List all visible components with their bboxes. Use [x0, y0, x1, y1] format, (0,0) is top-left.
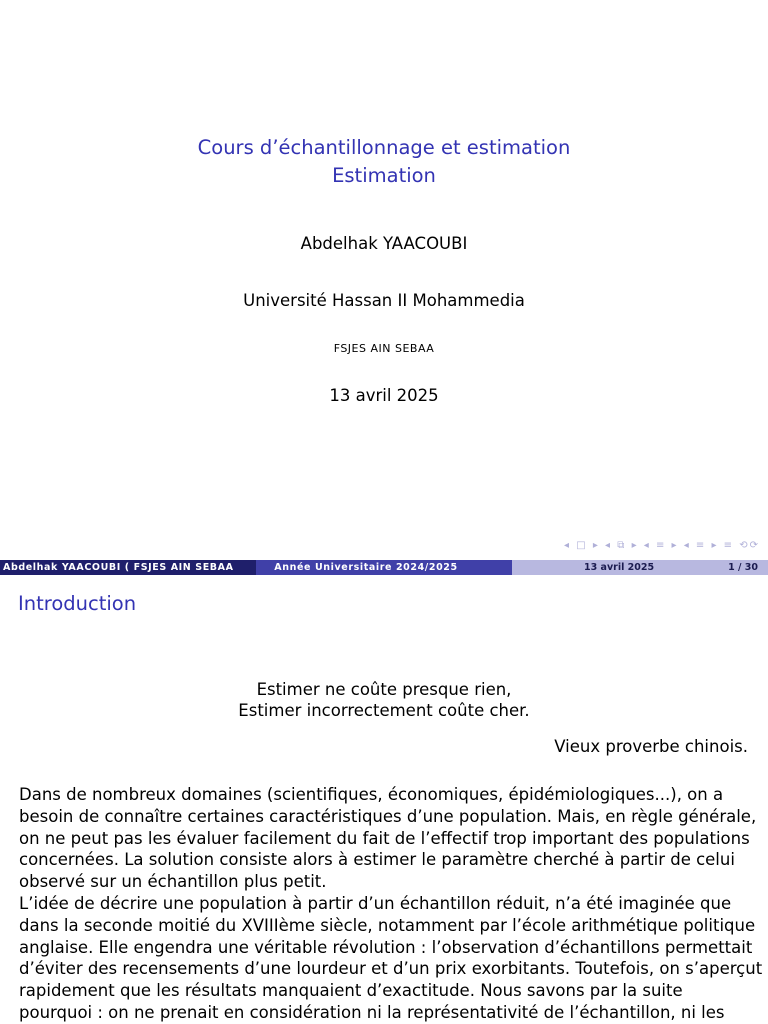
slide-subtitle: Estimation [332, 164, 436, 187]
presentation-date: 13 avril 2025 [329, 386, 439, 405]
quote-attribution: Vieux proverbe chinois. [554, 737, 748, 756]
institution-short: FSJES AIN SEBAA [333, 342, 435, 355]
proverb-quote [0, 679, 768, 721]
body-line: pourquoi : on ne prenait en considération ni la représentativité de l’échantillon, ni les [19, 1002, 725, 1022]
body-line: anglaise. Elle engendra une véritable révolution : l’observation d’échantillons permettait [19, 937, 753, 957]
frame-title: Introduction [18, 592, 137, 615]
author-name: Abdelhak YAACOUBI [300, 234, 468, 253]
quote-line: Estimer ne coûte presque rien, [256, 680, 512, 699]
slide-title: Cours d’échantillonnage et estimation [197, 136, 571, 159]
footer-author: Abdelhak YAACOUBI ( FSJES AIN SEBAA [0, 560, 256, 575]
title-block [0, 134, 768, 190]
body-line: rapidement que les résultats manquaient d’exactitude. Nous savons par la suite [19, 981, 683, 1001]
institution: Université Hassan II Mohammedia [243, 291, 525, 310]
footer-page-number: 1 / 30 [728, 562, 758, 573]
footer-year: Année Universitaire 2024/2025 [256, 560, 512, 575]
footer-date: 13 avril 2025 [584, 562, 655, 573]
body-line: besoin de connaître certaines caractéristiques d’une population. Mais, en règle générale, [19, 806, 757, 826]
body-line: L’idée de décrire une population à partir d’un échantillon réduit, n’a été imaginée que [19, 893, 732, 913]
footer-date-page [512, 560, 768, 575]
body-line: concernées. La solution consiste alors à estimer le paramètre cherché à partir de celui [19, 850, 735, 870]
body-line: observé sur un échantillon plus petit. [19, 872, 327, 892]
body-line: d’éviter des recensements d’une lourdeur et d’un prix exorbitants. Toutefois, on s’aperçut [19, 959, 763, 979]
body-line: Dans de nombreux domaines (scientifiques, économiques, épidémiologiques...), on a [19, 785, 724, 804]
introduction-slide [0, 576, 768, 1024]
quote-line: Estimer incorrectement coûte cher. [238, 701, 530, 720]
body-paragraph [19, 784, 763, 1024]
beamer-navigation-icons[interactable]: ◂ □ ▸ ◂ ⧉ ▸ ◂ ≡ ▸ ◂ ≡ ▸ ≡ ⟲⟳ [564, 540, 760, 551]
body-line: dans la seconde moitié du XVIIIème siècle, notamment par l’école arithmétique politique [19, 915, 756, 935]
body-line: on ne peut pas les évaluer facilement du fait de l’effectif trop important des populations [19, 828, 750, 848]
footline [0, 560, 768, 575]
